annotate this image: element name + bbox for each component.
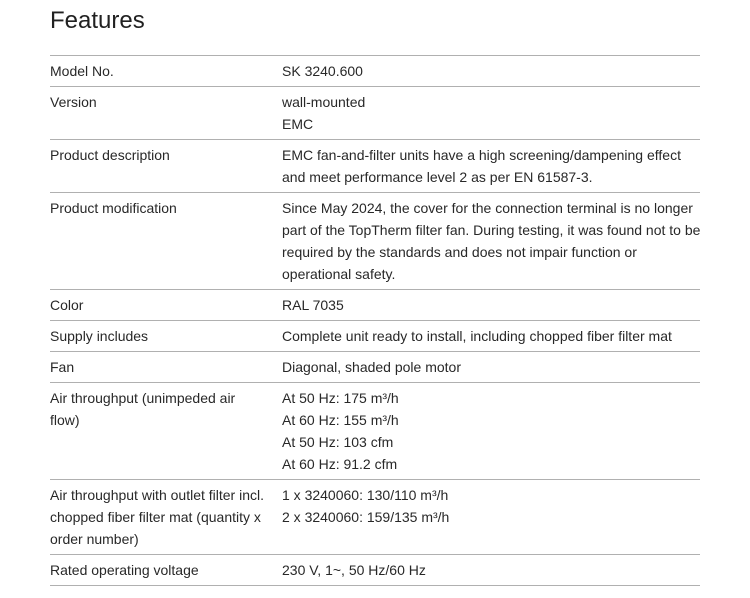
table-row — [50, 87, 700, 140]
row-value-line: and meet performance level 2 as per EN 61587-3. — [282, 169, 593, 185]
row-value-line: wall-mounted — [282, 94, 366, 110]
row-value — [282, 60, 700, 82]
row-value-line: part of the TopTherm filter fan. During testing, it was found not to be — [282, 222, 701, 238]
row-value — [282, 325, 700, 347]
row-value-line: At 60 Hz: 91.2 cfm — [282, 456, 398, 472]
row-value-line: Diagonal, shaded pole motor — [282, 359, 462, 375]
spec-table — [50, 55, 700, 586]
row-value-line: EMC fan-and-filter units have a high screening/dampening effect — [282, 147, 681, 163]
row-value-line: RAL 7035 — [282, 297, 344, 313]
row-value-line: Complete unit ready to install, including chopped fiber filter mat — [282, 328, 672, 344]
row-value-line: At 60 Hz: 155 m³/h — [282, 412, 399, 428]
row-value — [282, 91, 700, 135]
row-value — [282, 356, 700, 378]
table-row — [50, 56, 700, 87]
table-row — [50, 290, 700, 321]
page-title: Features — [50, 7, 145, 34]
row-value — [282, 197, 700, 285]
table-row — [50, 480, 700, 555]
row-value — [282, 144, 700, 188]
row-label: Air throughput (unimpeded air flow) — [50, 390, 236, 428]
table-row — [50, 321, 700, 352]
table-row — [50, 140, 700, 193]
row-label: Fan — [50, 359, 75, 375]
table-row — [50, 383, 700, 480]
row-value — [282, 559, 700, 581]
row-value — [282, 294, 700, 316]
row-value — [282, 484, 700, 528]
table-row — [50, 352, 700, 383]
row-value-line: SK 3240.600 — [282, 63, 363, 79]
row-value-line: EMC — [282, 116, 314, 132]
features-section — [50, 6, 700, 586]
row-value-line: 230 V, 1~, 50 Hz/60 Hz — [282, 562, 426, 578]
row-label: Product modification — [50, 200, 177, 216]
row-label: Version — [50, 94, 97, 110]
row-value-line: required by the standards and does not impair function or — [282, 244, 637, 260]
row-label: Model No. — [50, 63, 114, 79]
row-value-line: At 50 Hz: 103 cfm — [282, 434, 394, 450]
row-value-line: operational safety. — [282, 266, 396, 282]
row-value-line: Since May 2024, the cover for the connection terminal is no longer — [282, 200, 693, 216]
row-label: Color — [50, 297, 84, 313]
row-label: Supply includes — [50, 328, 149, 344]
row-value-line: 2 x 3240060: 159/135 m³/h — [282, 509, 450, 525]
row-value-line: At 50 Hz: 175 m³/h — [282, 390, 399, 406]
row-label: Rated operating voltage — [50, 562, 199, 578]
table-row — [50, 555, 700, 586]
table-row — [50, 193, 700, 290]
row-value-line: 1 x 3240060: 130/110 m³/h — [282, 487, 449, 503]
row-value — [282, 387, 700, 475]
row-label: Product description — [50, 147, 170, 163]
row-label: Air throughput with outlet filter incl. chopped fiber filter mat (quantity x order number) — [50, 487, 264, 547]
